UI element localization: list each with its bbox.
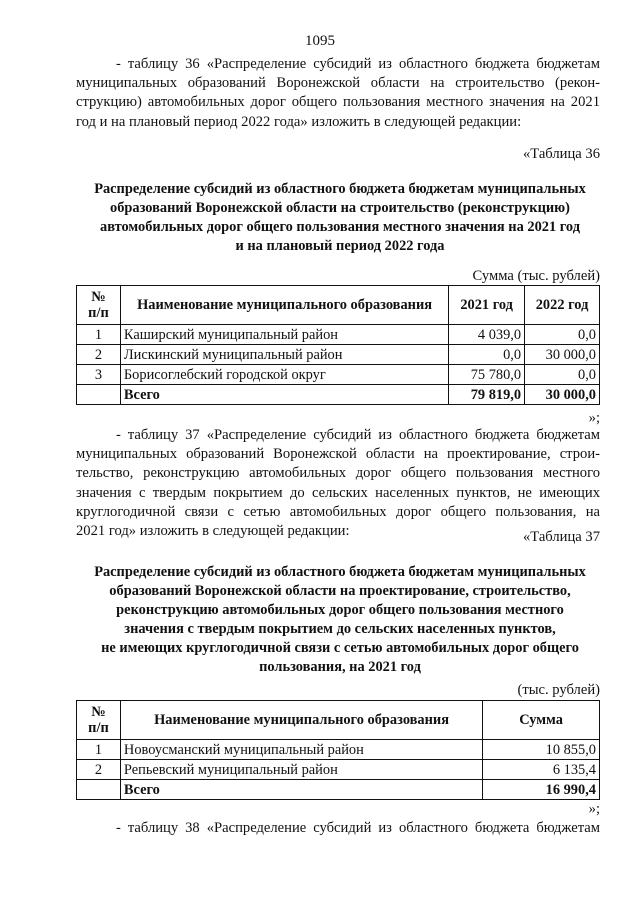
cell-sum: 10 855,0 [483, 740, 600, 760]
paragraph-table38-intro [76, 819, 600, 838]
table36-units: Сумма (тыс. рублей) [472, 268, 600, 284]
text-line: - таблицу 37 «Распределение субсидий из областного бюджета бюджетам [116, 427, 600, 443]
table37-label: «Таблица 37 [522, 529, 600, 545]
title-line: реконструкцию автомобильных дорог общего пользования местного [116, 602, 564, 618]
table37-units: (тыс. рублей) [517, 682, 600, 698]
table-total-row [77, 385, 600, 405]
title-line: Распределение субсидий из областного бюджета бюджетам муниципальных [94, 181, 586, 197]
table37-closing: »; [588, 801, 600, 817]
table36-label: «Таблица 36 [522, 146, 600, 162]
table36-title [60, 180, 620, 256]
paragraph-table37-intro [76, 426, 600, 541]
cell-2021: 4 039,0 [449, 325, 525, 345]
title-line: не имеющих круглогодичной связи с сетью автомобильных дорог общего [101, 640, 579, 656]
title-line: Распределение субсидий из областного бюджета бюджетам муниципальных [94, 564, 586, 580]
title-line: и на плановый период 2022 года [235, 238, 445, 254]
total-label: Всего [120, 780, 482, 800]
cell-sum: 6 135,4 [483, 760, 600, 780]
cell-name: Новоусманский муниципальный район [120, 740, 482, 760]
cell-num: 3 [77, 365, 121, 385]
table-row [77, 345, 600, 365]
title-line: значения с твердым покрытием до сельских населенных пунктов, [124, 621, 556, 637]
table-row [77, 325, 600, 345]
table36-closing: »; [588, 410, 600, 426]
title-line: образований Воронежской области на проектирование, строительство, [109, 583, 571, 599]
text-line: струкцию) автомобильных дорог общего пользования местного значения на 2021 [76, 94, 600, 111]
table-row [77, 760, 600, 780]
table37 [76, 700, 600, 800]
cell-num: 2 [77, 345, 121, 365]
cell-num [77, 780, 121, 800]
total-2021: 79 819,0 [449, 385, 525, 405]
page-number: 1095 [305, 33, 335, 49]
paragraph-table36-intro [76, 55, 600, 132]
table-total-row [77, 780, 600, 800]
header-2022: 2022 год [525, 286, 600, 325]
text-line: муниципальных образований Воронежской области на строительство (рекон- [76, 75, 600, 92]
text-line: муниципальных образований Воронежской области на проектирование, строи- [76, 446, 600, 463]
cell-2021: 0,0 [449, 345, 525, 365]
title-line: автомобильных дорог общего пользования местного значения на 2021 год [100, 219, 580, 235]
title-line: пользования, на 2021 год [259, 659, 421, 675]
cell-num [77, 385, 121, 405]
table-row [77, 365, 600, 385]
cell-name: Лискинский муниципальный район [120, 345, 448, 365]
total-sum: 16 990,4 [483, 780, 600, 800]
title-line: образований Воронежской области на строительство (реконструкцию) [110, 200, 570, 216]
cell-num: 2 [77, 760, 121, 780]
cell-name: Репьевский муниципальный район [120, 760, 482, 780]
cell-2022: 0,0 [525, 325, 600, 345]
cell-2021: 75 780,0 [449, 365, 525, 385]
text-line: - таблицу 38 «Распределение субсидий из областного бюджета бюджетам [116, 820, 600, 836]
header-name: Наименование муниципального образования [120, 286, 448, 325]
cell-name: Борисоглебский городской округ [120, 365, 448, 385]
table-header-row [77, 701, 600, 740]
header-2021: 2021 год [449, 286, 525, 325]
text-line: - таблицу 36 «Распределение субсидий из областного бюджета бюджетам [116, 56, 600, 72]
cell-num: 1 [77, 740, 121, 760]
header-sum: Сумма [483, 701, 600, 740]
text-line: круглогодичной связи с сетью автомобильных дорог общего пользования, на [76, 503, 600, 520]
text-line: значения с твердым покрытием до сельских населенных пунктов, не имеющих [76, 484, 600, 501]
cell-num: 1 [77, 325, 121, 345]
header-num: № п/п [77, 701, 121, 740]
cell-2022: 0,0 [525, 365, 600, 385]
cell-name: Каширский муниципальный район [120, 325, 448, 345]
text-line: 2021 год» изложить в следующей редакции: [76, 523, 350, 540]
header-num: № п/п [77, 286, 121, 325]
total-2022: 30 000,0 [525, 385, 600, 405]
text-line: год и на плановый период 2022 года» изложить в следующей редакции: [76, 113, 522, 130]
total-label: Всего [120, 385, 448, 405]
table36 [76, 285, 600, 405]
text-line: тельство, реконструкцию автомобильных дорог общего пользования местного [76, 465, 600, 482]
table-header-row [77, 286, 600, 325]
header-name: Наименование муниципального образования [120, 701, 482, 740]
table37-title [60, 563, 620, 677]
table-row [77, 740, 600, 760]
cell-2022: 30 000,0 [525, 345, 600, 365]
